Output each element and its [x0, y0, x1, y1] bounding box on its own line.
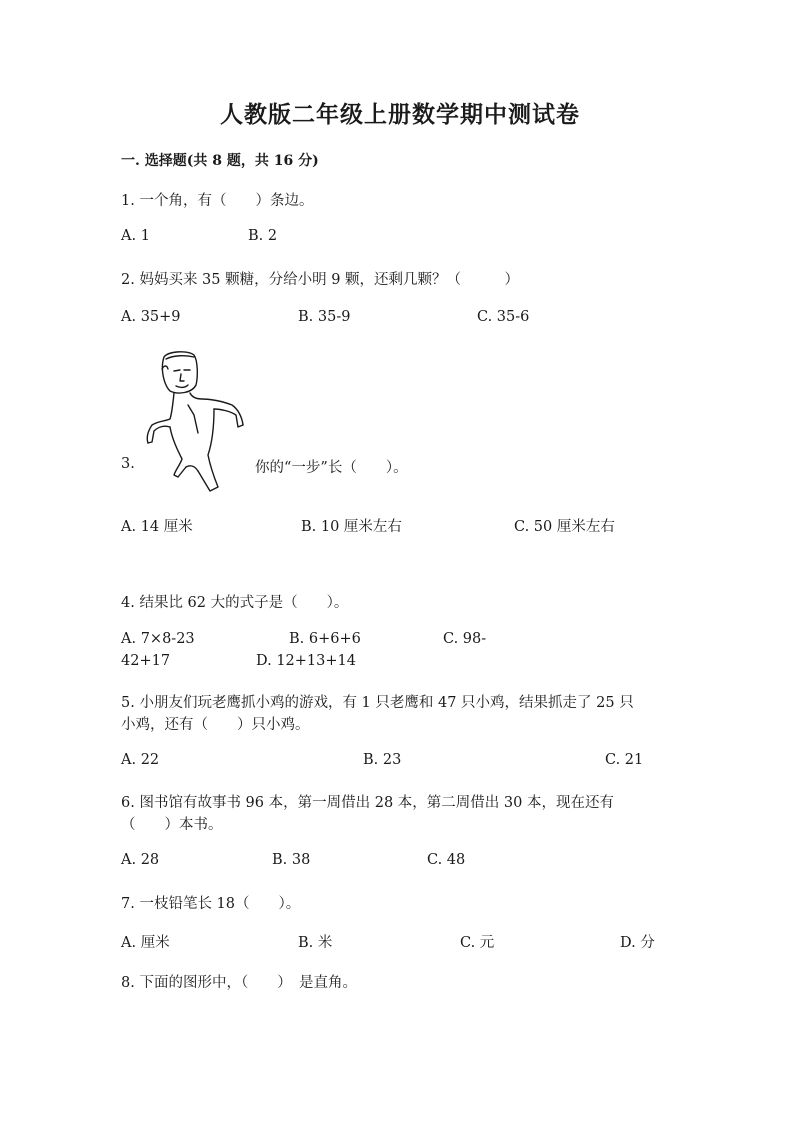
question-4-option-c: C. 98-	[443, 631, 487, 647]
question-5-stem-line-2: 小鸡，还有（ ）只小鸡。	[121, 717, 310, 733]
question-4-option-d: D. 12+13+14	[256, 653, 356, 669]
question-2-option-b: B. 35-9	[298, 309, 351, 325]
question-8-stem: 8. 下面的图形中，（ ） 是直角。	[121, 975, 357, 991]
question-1-option-a: A. 1	[121, 228, 150, 244]
question-4-option-a: A. 7×8-23	[121, 631, 195, 647]
question-5-stem-line-1: 5. 小朋友们玩老鹰抓小鸡的游戏，有 1 只老鹰和 47 只小鸡，结果抓走了 25 只	[121, 695, 634, 711]
question-6-stem-line-2: （ ）本书。	[121, 817, 223, 833]
question-3-option-b: B. 10 厘米左右	[301, 519, 402, 535]
question-5-option-c: C. 21	[605, 752, 644, 768]
question-1-option-b: B. 2	[248, 228, 278, 244]
section-heading: 一. 选择题(共 8 题，共 16 分)	[121, 153, 319, 169]
question-4-option-b: B. 6+6+6	[289, 631, 361, 647]
question-3-number: 3.	[121, 456, 135, 472]
question-6-option-b: B. 38	[272, 852, 311, 868]
question-1-stem: 1. 一个角，有（ ）条边。	[121, 193, 314, 209]
question-4-option-c-continued: 42+17	[121, 653, 171, 669]
question-6-stem-line-1: 6. 图书馆有故事书 96 本，第一周借出 28 本，第二周借出 30 本，现在还有	[121, 795, 614, 811]
question-3-stem: 你的“一步”长（ ）。	[255, 460, 408, 476]
question-7-option-c: C. 元	[460, 935, 495, 951]
page-title: 人教版二年级上册数学期中测试卷	[220, 101, 580, 128]
question-5-option-a: A. 22	[121, 752, 160, 768]
question-7-stem: 7. 一枝铅笔长 18（ ）。	[121, 896, 301, 912]
question-6-option-a: A. 28	[121, 852, 160, 868]
question-7-option-a: A. 厘米	[121, 935, 170, 951]
question-2-option-a: A. 35+9	[121, 309, 181, 325]
stick-figure-illustration	[140, 347, 252, 493]
question-3-option-c: C. 50 厘米左右	[514, 519, 615, 535]
question-7-option-b: B. 米	[298, 935, 333, 951]
question-7-option-d: D. 分	[620, 935, 655, 951]
question-2-option-c: C. 35-6	[477, 309, 530, 325]
question-5-option-b: B. 23	[363, 752, 402, 768]
question-6-option-c: C. 48	[427, 852, 466, 868]
question-2-stem: 2. 妈妈买来 35 颗糖，分给小明 9 颗，还剩几颗？（ ）	[121, 272, 520, 288]
question-3-option-a: A. 14 厘米	[121, 519, 193, 535]
question-4-stem: 4. 结果比 62 大的式子是（ ）。	[121, 595, 349, 611]
